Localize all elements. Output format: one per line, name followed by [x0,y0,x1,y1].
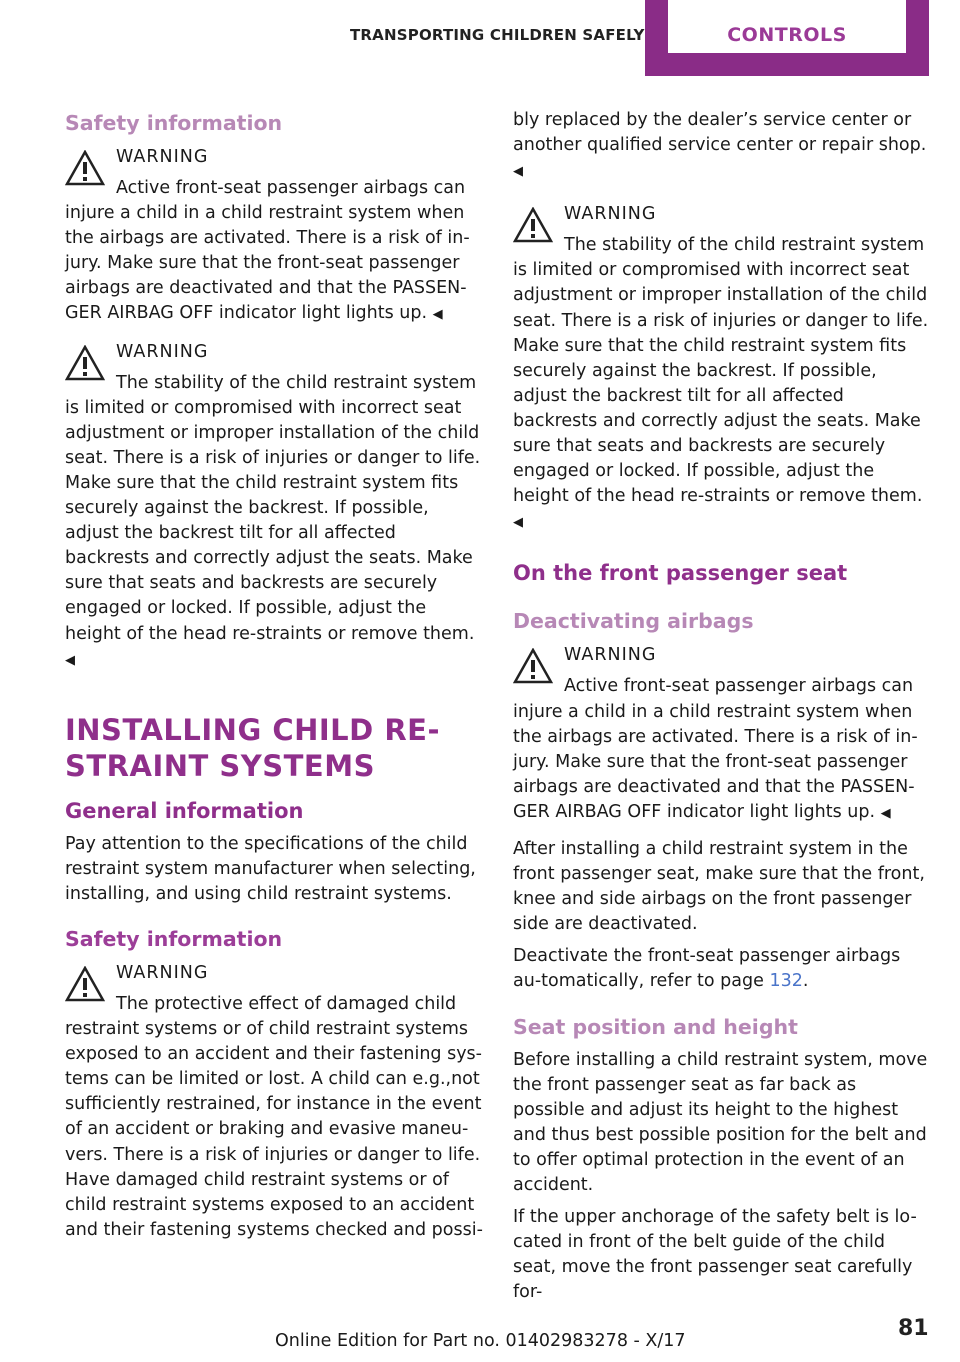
warning-title: WARNING [564,645,657,666]
warning-title: WARNING [116,341,209,362]
running-header-section: TRANSPORTING CHILDREN SAFELY [350,26,645,44]
end-mark: ◀ [432,307,443,323]
warning-text: Active front-seat passenger airbags can injure a child in a child restraint system when the airbags are activated. There is a risk of in-jury. Make sure that the front-seat passenger airbags are deactivated and that the PASSEN-GER AIRBAG OFF indicator light lights up. [65,178,470,324]
end-mark: ◀ [513,515,523,531]
chapter-tab-label: CONTROLS [668,0,906,53]
warning-text: The stability of the child restraint system is limited or compromised with incorrect seat adjustment or improper installation of the child seat. There is a risk of injuries or danger to life. Make sure that the child restraint system fits securely against the backrest. If possible, adjust the backrest tilt for all affected backrests and correctly adjust the seats. Make sure that seats and backrests are securely engaged or locked. If possible, adjust the height of the head re-straints or remove them. [513,235,929,507]
left-column [65,108,483,1254]
chapter-heading-line-2: STRAINT SYSTEMS [65,748,375,783]
deactivate-text [513,944,931,994]
deactivate-text-suffix: . [802,971,809,992]
end-mark: ◀ [65,652,75,668]
warning-triangle-icon [65,966,105,1002]
warning-text: The stability of the child restraint system is limited or compromised with incorrect seat adjustment or improper installation of the child seat. There is a risk of injuries or danger to life. Make sure that the child restraint system fits securely against the backrest. If possible, adjust the backrest tilt for all affected backrests and correctly adjust the seats. Make sure that seats and backrests are securely engaged or locked. If possible, adjust the height of the head re-straints or remove them. [65,372,481,644]
end-mark: ◀ [880,805,891,821]
deactivate-text-prefix: Deactivate the front-seat passenger airbags au-tomatically, refer to page [513,946,901,992]
warning-triangle-icon [65,150,105,186]
footer-edition: Online Edition for Part no. 01402983278 - X/17 [275,1331,686,1351]
warning-text: Active front-seat passenger airbags can injure a child in a child restraint system when the airbags are activated. There is a risk of in-jury. Make sure that the front-seat passenger airbags are deactivated and that the PASSEN-GER AIRBAG OFF indicator light lights up. [513,676,918,822]
warning-title: WARNING [116,147,209,167]
warning-block-4 [513,201,931,535]
warning-triangle-icon [513,648,553,684]
warning-block-5 [513,642,931,826]
safety-info-heading-2: Safety information [65,926,283,951]
seat-position-text-1: Before installing a child restraint system, move the front passenger seat as far back as possible and adjust its height to the highest and thus best possible position for the belt and to offer optimal protection in the event of an accident. [513,1049,928,1195]
end-mark: ◀ [513,164,523,180]
warning-triangle-icon [65,345,105,381]
warning-block-3 [65,960,483,1243]
chapter-tab[interactable] [645,0,929,76]
warning-title: WARNING [564,204,657,225]
deactivating-airbags-heading: Deactivating airbags [513,609,754,634]
page-number: 81 [898,1316,929,1341]
continued-text: bly replaced by the dealer’s service center or another qualified service center or repair shop. [513,110,927,156]
front-passenger-seat-heading: On the front passenger seat [513,561,848,586]
right-column [513,108,931,1312]
warning-text: The protective effect of damaged child restraint systems or of child restraint systems exposed to an accident and their fastening sys-tems can be limited or lost. A child can e.g.,not sufficiently restrained, for instance in the event of an accident or braking and evasive maneu-vers. There is a risk of injuries or danger to life. Have damaged child restraint systems or of child restraint systems exposed to an accident and their fastening systems checked and possi- [65,993,483,1240]
chapter-heading [65,712,483,784]
warning-triangle-icon [513,207,553,243]
seat-position-text-2: If the upper anchorage of the safety belt is lo-cated in front of the belt guide of the child seat, move the front passenger seat carefully for- [513,1207,917,1303]
warning-title: WARNING [116,962,209,983]
warning-block-2 [65,339,483,673]
general-info-text: Pay attention to the specifications of the child restraint system manufacturer when selecting, installing, and using child restraint systems. [65,833,476,904]
page-reference-link[interactable]: 132 [769,971,803,992]
safety-info-heading-1: Safety information [65,111,283,135]
general-info-heading: General information [65,798,304,823]
after-install-text: After installing a child restraint system in the front passenger seat, make sure that the front, knee and side airbags on the front passenger side are deactivated. [513,838,925,935]
warning-block-1 [65,144,483,328]
chapter-heading-line-1: INSTALLING CHILD RE- [65,712,441,747]
seat-position-heading: Seat position and height [513,1014,798,1039]
